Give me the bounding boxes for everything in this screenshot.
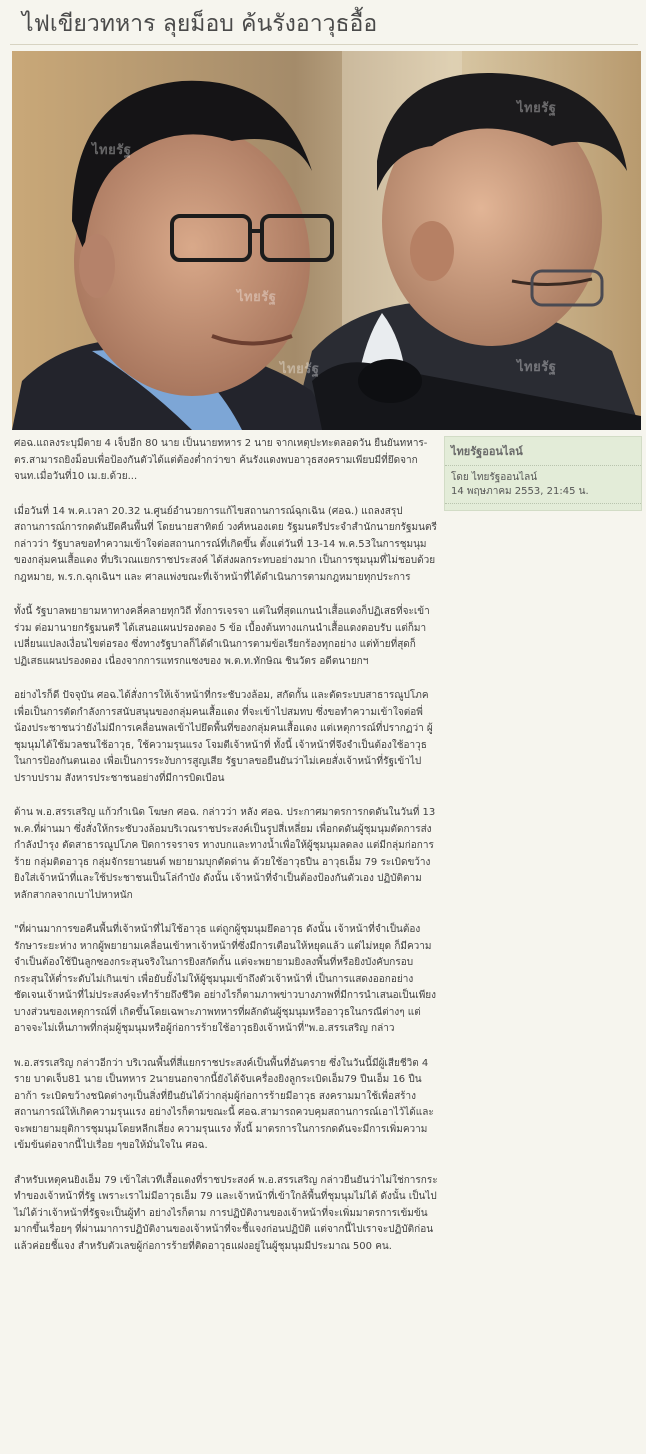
watermark-logo: ไทยรัฐ [517, 101, 557, 116]
headline: ไฟเขียวทหาร ลุยม็อบ ค้นรังอาวุธอื้อ [22, 11, 378, 37]
article-paragraph: เมื่อวันที่ 14 พ.ค.เวลา 20.32 น.ศูนย์อำนวยการแก้ไขสถานการณ์ฉุกเฉิน (ศอฉ.) แถลงสรุปสถานการณ์การกดดันยึดคืนพื้นที่ โดยนายสาทิตย์ วงศ์หนองเตย รัฐมนตรีประจำสำนักนายกรัฐมนตรี กล่าวว่า รัฐบาลขอทำความเข้าใจต่อสถานการณ์ที่เกิดขึ้น ตั้งแต่วันที่ 13-14 พ.ค.53ในการชุมนุมของกลุ่มคนเสื้อแดง ที่บริเวณแยกราชประสงค์ ได้ส่งผลกระทบอย่างมาก เป็นการชุมนุมที่ไม่ชอบด้วยกฎหมาย, พ.ร.ก.ฉุกเฉินฯ และ ศาลแพ่งขณะที่เจ้าหน้าที่ได้ดำเนินการตามกฎหมายทุกประการ [14, 505, 437, 583]
article-paragraph: พ.อ.สรรเสริญ กล่าวอีกว่า บริเวณพื้นที่สี่แยกราชประสงค์เป็นพื้นที่อันตราย ซึ่งในวันนี้มีผู้เสียชีวิต 4 ราย บาดเจ็บ81 นาย เป็นทหาร 2นายนอกจากนี้ยังได้จับเครื่องยิงลูกระเบิดเอ็ม79 ปืนเอ็ม 16 ปืนอาก้า ระเบิดขว้างชนิดต่างๆเป็นสิ่งที่ยืนยันได้ว่ากลุ่มผู้ก่อการร้ายมีอาวุธ สงครามมาใช้เพื่อสร้างสถานการณ์ให้เกิดความรุนแรง อย่างไรก็ตามขณะนี้ ศอฉ.สามารถควบคุมสถานการณ์เอาไว้ได้และจะพยายามยุติการชุมนุมโดยหลีกเลี่ยง ความรุนแรง ทั้งนี้ มาตรการในการกดดันจะมีการเพิ่มความเข้มข้นต่อจากนี้ไปเรื่อย ๆขอให้มั่นใจใน ศอฉ. [14, 1057, 434, 1151]
publish-date: 14 พฤษภาคม 2553, 21:45 น. [445, 485, 641, 504]
article-paragraph: ด้าน พ.อ.สรรเสริญ แก้วกำเนิด โฆษก ศอฉ. กล่าวว่า หลัง ศอฉ. ประกาศมาตรการกดดันในวันที่ 13 พ.ค.ที่ผ่านมา ซึ่งสั่งให้กระชับวงล้อมบริเวณราชประสงค์เป็นรูปสี่เหลี่ยม เพื่อกดดันผู้ชุมนุมตัดการส่งกำลังบำรุง ตัดสาธารณูปโภค ปิดการจราจร ทางบกและทางน้ำเพื่อให้ผู้ชุมนุมลดลง แต่มีกลุ่มก่อการร้าย กลุ่มติดอาวุธ กลุ่มจักรยานยนต์ พยายามบุกตัดด่าน ด้วยใช้อาวุธปืน อาวุธเอ็ม 79 ระเบิดขว้างยิงใส่เจ้าหน้าที่และใช้ประชาชนเป็นโล่กำบัง ดังนั้น เจ้าหน้าที่จำเป็นต้องป้องกันตัวเอง ปฏิบัติตามหลักสากลจากเบาไปหาหนัก [14, 807, 436, 901]
source-title: ไทยรัฐออนไลน์ [445, 437, 641, 466]
press-conference-photo [12, 51, 641, 430]
article-paragraph: ทั้งนี้ รัฐบาลพยายามหาทางคลี่คลายทุกวิถี ทั้งการเจรจา แต่ในที่สุดแกนนำเสื้อแดงก็ปฏิเสธที่จะเข้าร่วม ต่อมานายกรัฐมนตรี ได้เสนอแผนปรองดอง 5 ข้อ เบื้องต้นทางแกนนำเสื้อแดงตอบรับ แต่ก็มาเปลี่ยนแปลงเงื่อนไขต่อรอง ซึ่งทางรัฐบาลก็ได้ดำเนินการตามข้อเรียกร้องทุกอย่าง แต่ท้ายที่สุดก็ปฏิเสธแผนปรองดอง เนื่องจากการแทรกแซงของ พ.ต.ท.ทักษิณ ชินวัตร อดีตนายกฯ [14, 606, 430, 667]
watermark-logo: ไทยรัฐ [280, 362, 320, 377]
article-lead: ศอฉ.แถลงระบุมีตาย 4 เจ็บอีก 80 นาย เป็นนายทหาร 2 นาย จากเหตุปะทะตลอดวัน ยืนยันทหาร-ตร.สามารถยิงม็อบเพื่อป้องกันตัวได้แต่ต้องต่ำกว่าขา ค้นรังแดงพบอาวุธสงครามเพียบมีที่ยึดจากจนท.เมื่อวันที่10 เม.ย.ด้วย... [14, 438, 428, 482]
article-paragraph: "ที่ผ่านมาการขอคืนพื้นที่เจ้าหน้าที่ไม่ใช้อาวุธ แต่ถูกผู้ชุมนุมยึดอาวุธ ดังนั้น เจ้าหน้าที่จำเป็นต้องรักษาระยะห่าง หากผู้พยายามเคลื่อนเข้าหาเจ้าหน้าที่ซึ่งมีการเตือนให้หยุดแล้ว แต่ไม่หยุด ก็มีความจำเป็นต้องใช้ปืนลูกซองกระสุนจริงในการยิงสกัดกั้น แต่จะพยายามยิงลงพื้นที่หรือยิงบังคับกรอบกระสุนให้ต่ำระดับไม่เกินเข่า เพื่อยับยั้งไม่ให้ผู้ชุมนุมเข้าถึงตัวเจ้าหน้าที่ เป็นการแสดงออกอย่างชัดเจนเจ้าหน้าที่ไม่ประสงค์จะทำร้ายถึงชีวิต อย่างไรก็ตามภาพข่าวบางภาพที่มีการนำเสนอเป็นเพียงบางส่วนของเหตุการณ์ที่ เกิดขึ้นโดยเฉพาะภาพทหารที่ผลักดันผู้ชุมนุมหรืออาวุธในกรณีต่างๆ แต่อาจจะไม่เห็นภาพที่กลุ่มผู้ชุมนุมหรือผู้ก่อการร้ายใช้อาวุธยิงเจ้าหน้าที่"พ.อ.สรรเสริญ กล่าว [14, 924, 437, 1034]
title-divider [10, 44, 638, 45]
watermark-logo: ไทยรัฐ [92, 143, 132, 158]
article-body [14, 436, 438, 1273]
article-paragraph: อย่างไรก็ดี ปัจจุบัน ศอฉ.ได้สั่งการให้เจ้าหน้าที่กระชับวงล้อม, สกัดกั้น และตัดระบบสาธารณูปโภค เพื่อเป็นการตัดกำลังการสนับสนุนของกลุ่มคนเสื้อแดง ที่จะเข้าไปสมทบ ซึ่งขอทำความเข้าใจต่อพี่น้องประชาชนว่ายังไม่มีการเคลื่อนพลเข้าไปยึดพื้นที่ของกลุ่มคนเสื้อแดง แต่เหตุการณ์ที่ปรากฏว่า ผู้ชุมนุมได้ใช้มวลชนใช้อาวุธ, ใช้ความรุนแรง โจมตีเจ้าหน้าที่ ทั้งนี้ เจ้าหน้าที่จึงจำเป็นต้องใช้อาวุธในการป้องกันตนเอง เพื่อเป็นการระงับการสูญเสีย รัฐบาลขอยืนยันว่าไม่เคยสั่งเจ้าหน้าที่รัฐเข้าไปปราบปราม สังหารประชาชนอย่างที่มีการบิดเบือน [14, 690, 433, 784]
article-paragraph: สำหรับเหตุคนยิงเอ็ม 79 เข้าใส่เวทีเสื้อแดงที่ราชประสงค์ พ.อ.สรรเสริญ กล่าวยืนยันว่าไม่ใช่การกระทำของเจ้าหน้าที่รัฐ เพราะเราไม่มีอาวุธเอ็ม 79 และเจ้าหน้าที่เข้าใกล้พื้นที่ชุมนุมไม่ได้ ดังนั้น เป็นไปไม่ได้ว่าเจ้าหน้าที่รัฐจะเป็นผู้ทำ อย่างไรก็ตาม การปฏิบัติงานของเจ้าหน้าที่จะเพิ่มมาตรการเข้มข้นมากขึ้นเรื่อยๆ ที่ผ่านมาการปฏิบัติงานของเจ้าหน้าที่จะชี้แจงก่อนปฏิบัติ แต่จากนี้ไปเราจะปฏิบัติก่อนแล้วค่อยชี้แจง สำหรับตัวเลขผู้ก่อการร้ายที่ติดอาวุธแฝงอยู่ในผู้ชุมนุมมีประมาณ 500 คน. [14, 1174, 438, 1252]
source-box [444, 436, 642, 511]
byline: โดย ไทยรัฐออนไลน์ [451, 472, 538, 483]
watermark-logo: ไทยรัฐ [237, 290, 277, 305]
watermark-logo: ไทยรัฐ [517, 360, 557, 375]
